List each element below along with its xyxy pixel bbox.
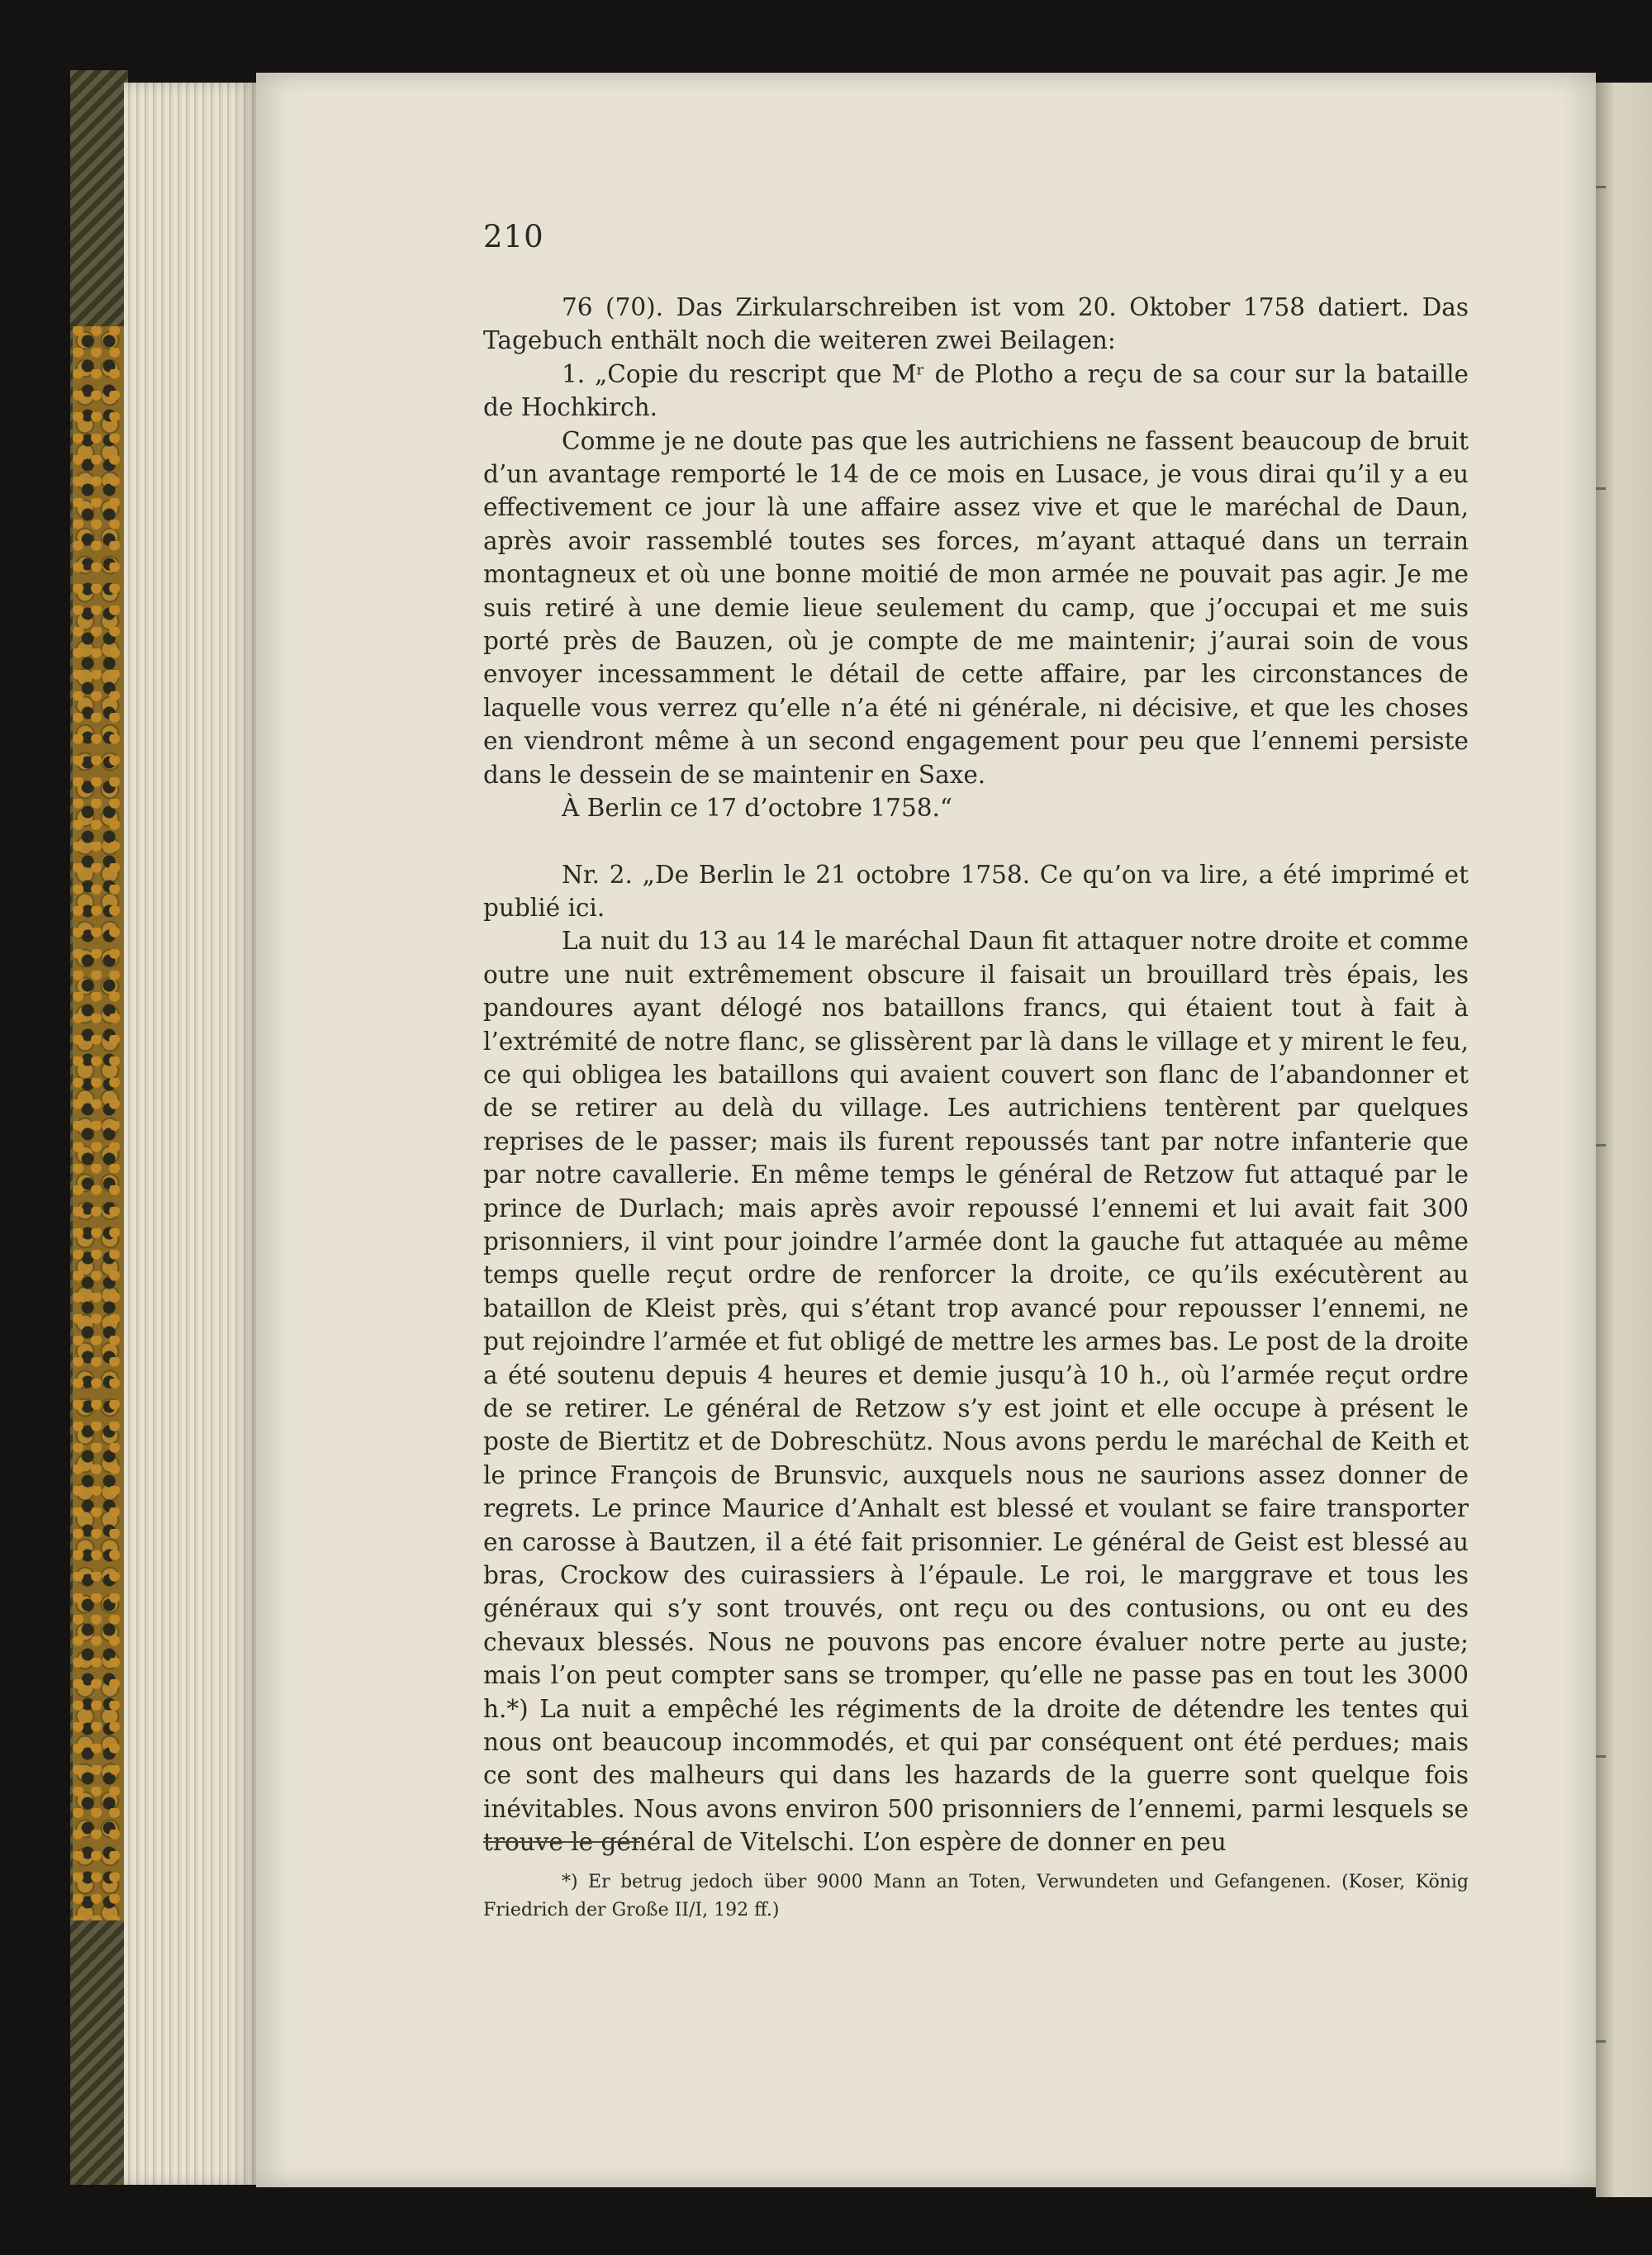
paragraph: La nuit du 13 au 14 le maréchal Daun fit attaquer notre droite et comme outre une nuit extrêmement obscure il faisait un brouillard très épais, les pandoures ayant délogé nos bataillons francs, qui étaient tout à fait à l’extrémité de notre flanc, se glissèrent par là dans le village et y mirent le feu, ce qui obligea les bataillons qui avaient couvert son flanc de l’abandonner et de se retirer au delà du village. Les autrichiens tentèrent par quelques reprises de le passer; mais ils furent repoussés tant par notre infanterie que par notre cavallerie. En même temps le général de Retzow fut attaqué par le prince de Durlach; mais après avoir repoussé l’ennemi et lui avait fait 300 prisonniers, il vint pour joindre l’armée dont la gauche fut attaquée au même temps quelle reçut ordre de renforcer la droite, ce qu’ils exécutèrent au bataillon de Kleist près, qui s’étant trop avancé pour repousser l’ennemi, ne put rejoindre l’armée et fut obligé de mettre les armes bas. Le post de la droite a été soutenu depuis 4 heures et demie jusqu’à 10 h., où l’armée reçut ordre de se retirer. Le général de Retzow s’y est joint et elle occupe à présent le poste de Biertitz et de Dobreschütz. Nous avons perdu le maréchal de Keith et le prince François de Brunsvic, auxquels nous ne saurions assez donner de regrets. Le prince Maurice d’Anhalt est blessé et voulant se faire transporter en carosse à Bautzen, il a été fait prisonnier. Le général de Geist est blessé au bras, Crockow des cuirassiers à l’épaule. Le roi, le marggrave et tous les généraux qui s’y sont trouvés, ont reçu ou des contusions, ou ont eu des chevaux blessés. Nous ne pouvons pas encore évaluer notre perte au juste; mais l’on peut compter sans se tromper, qu’elle ne passe pas en tout les 3000 h.*) La nuit a empêché les régiments de la droite de détendre les tentes qui nous ont beaucoup incommodés, et qui par conséquent ont été perdues; mais ce sont des malheurs qui dans les hazards de la guerre sont quelque fois inévitables. Nous avons environ 500 prisonniers de l’ennemi, parmi lesquels se trouve le général de Vitelschi. L’on espère de donner en peu [483, 927, 1469, 1857]
facing-page-edge [1596, 83, 1652, 2197]
margin-mark [1594, 186, 1606, 188]
footnote [483, 1868, 1469, 1925]
paragraph: À Berlin ce 17 d’octobre 1758.“ [562, 794, 952, 823]
marbled-cover-pattern [73, 326, 124, 1920]
margin-mark [1594, 1144, 1606, 1146]
body-text [483, 291, 1469, 1859]
paragraph: Comme je ne doute pas que les autrichiens ne fassent beaucoup de bruit d’un avantage remporté le 14 de ce mois en Lusace, je vous dirai qu’il y a eu effectivement ce jour là une affaire assez vive et que le maréchal de Daun, après avoir rassemblé toutes ses forces, m’ayant attaqué dans un terrain montagneux et où une bonne moitié de mon armée ne pouvait pas agir. Je me suis retiré à une demie lieue seulement du camp, que j’occupai et me suis porté près de Bauzen, où je compte de me maintenir; j’aurai soin de vous envoyer incessamment le détail de cette affaire, par les circonstances de laquelle vous verrez qu’elle n’a été ni générale, ni décisive, et que les choses en viendront même à un second engagement pour peu que l’ennemi persiste dans le dessein de se maintenir en Saxe. [483, 426, 1469, 789]
paragraph: 76 (70). Das Zirkularschreiben ist vom 20. Oktober 1758 datiert. Das Tagebuch enthält noch die weiteren zwei Beilagen: [483, 293, 1469, 355]
margin-mark [1594, 1755, 1606, 1758]
margin-mark [1594, 2040, 1606, 2043]
footnote-text: *) Er betrug jedoch über 9000 Mann an Toten, Verwundeten und Gefangenen. (Koser, König Friedrich der Große II/I, 192 ff.) [483, 1872, 1469, 1920]
paragraph: 1. „Copie du rescript que Mʳ de Plotho a reçu de sa cour sur la bataille de Hochkirch. [483, 359, 1469, 422]
page-edges [124, 83, 256, 2185]
margin-mark [1594, 487, 1606, 490]
paragraph: Nr. 2. „De Berlin le 21 octobre 1758. Ce qu’on va lire, a été imprimé et publié ici. [483, 860, 1469, 922]
footnote-rule [483, 1841, 640, 1843]
page-number: 210 [483, 219, 544, 254]
